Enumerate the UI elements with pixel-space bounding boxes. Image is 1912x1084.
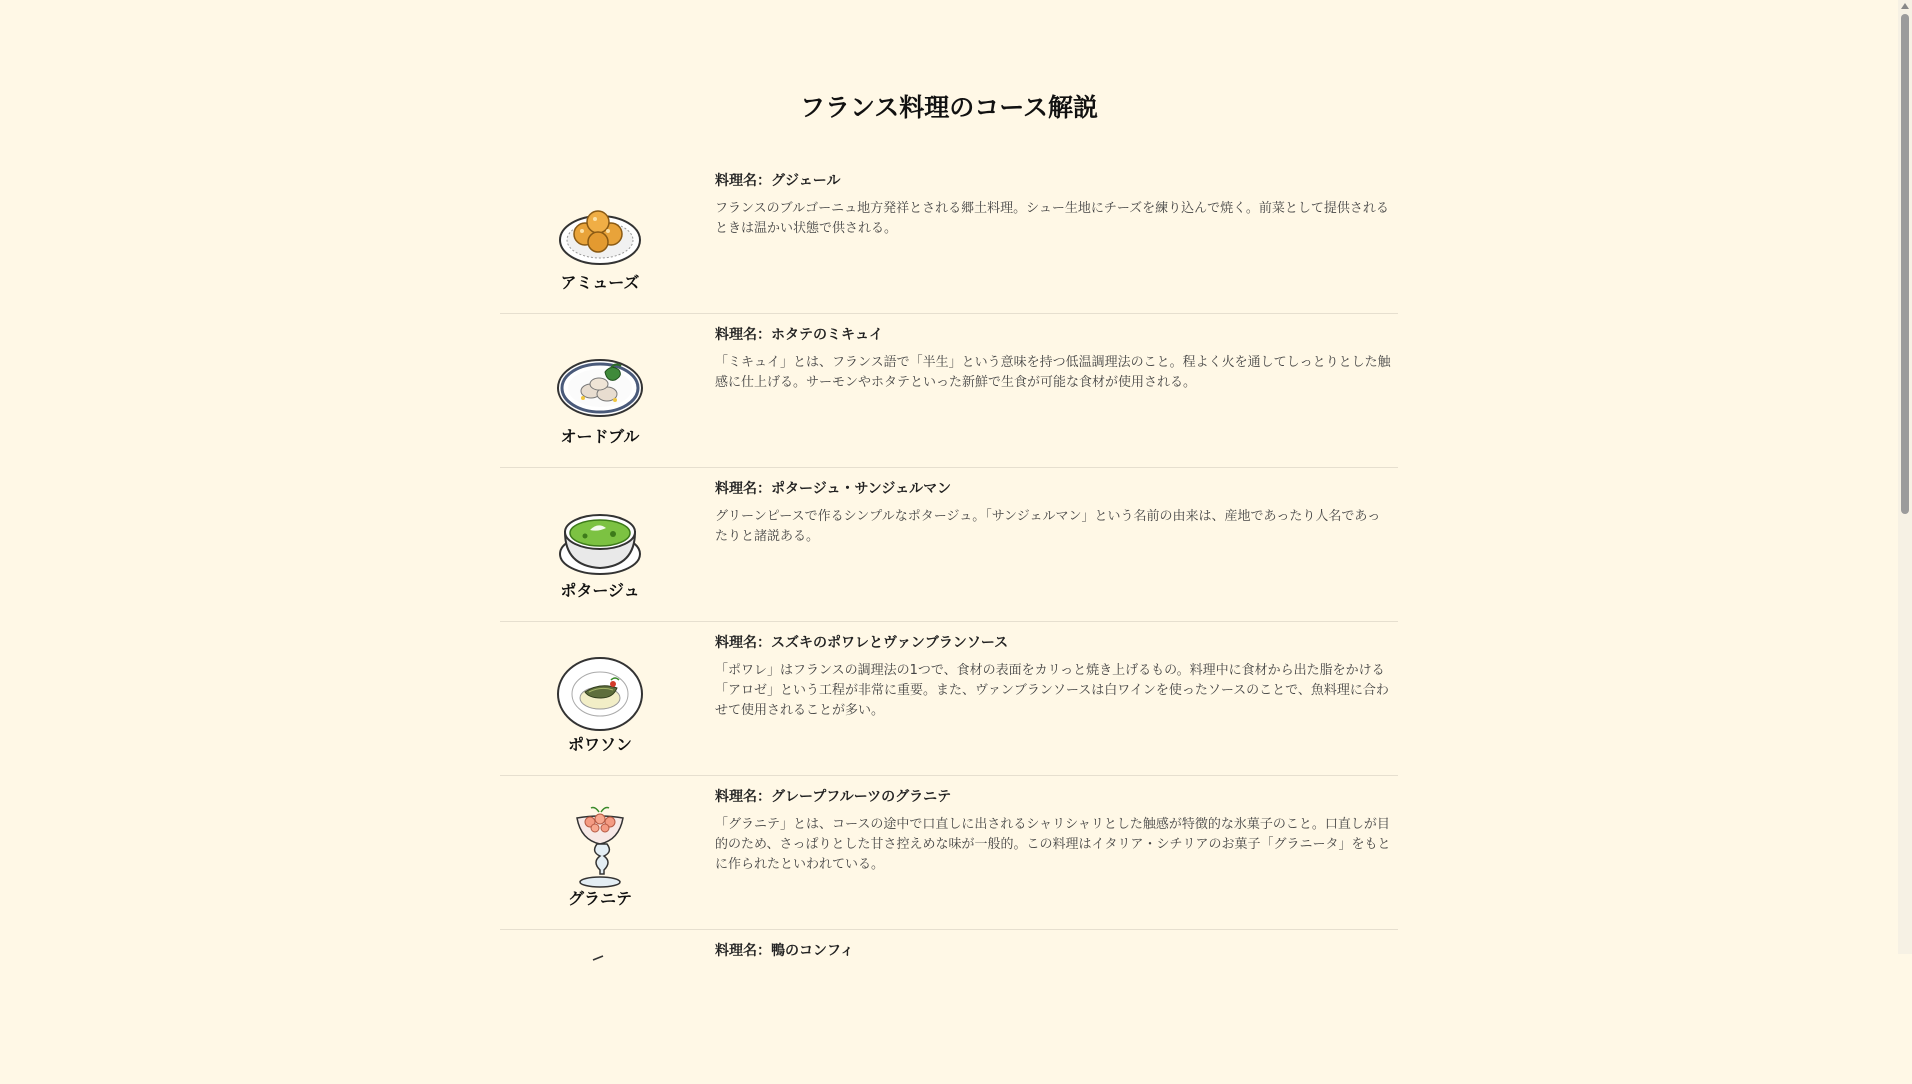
dish-title: 料理名：ホタテのミキュイ (715, 327, 883, 343)
course-item-poisson (500, 622, 1398, 776)
course-right (715, 940, 1391, 969)
granita-glass-icon (555, 800, 645, 890)
dish-title: 料理名：ポタージュ・サンジェルマン (715, 481, 952, 497)
dish-description: フランスのブルゴーニュ地方発祥とされる郷土料理。シュー生地にチーズを練り込んで焼く。前菜として提供されるときは温かい状態で供される。 (715, 201, 1389, 236)
course-list (500, 160, 1398, 1084)
dish-title: 料理名：グジェール (715, 173, 841, 189)
course-item-hors-doeuvre (500, 314, 1398, 468)
dish-title: 料理名：鴨のコンフィ (715, 943, 854, 959)
course-item-viande (500, 930, 1398, 1084)
page-title: フランス料理のコース解説 (799, 93, 1098, 122)
course-left (500, 468, 700, 622)
scallop-plate-icon (555, 338, 645, 428)
scroll-up-arrow-icon[interactable] (1901, 3, 1909, 9)
course-left (500, 314, 700, 468)
course-name: アミューズ (560, 273, 640, 292)
vertical-scrollbar[interactable] (1898, 0, 1912, 954)
scrollbar-thumb[interactable] (1901, 14, 1909, 514)
dish-description: 「ミキュイ」とは、フランス語で「半生」という意味を持つ低温調理法のこと。程よく火を通してしっとりとした触感に仕上げる。サーモンやホタテといった新鮮で生食が可能な食材が使用される。 (715, 355, 1391, 390)
soup-bowl-icon (555, 492, 645, 582)
course-right (715, 632, 1391, 721)
course-left (500, 622, 700, 776)
course-left (500, 930, 700, 1084)
course-item-granite (500, 776, 1398, 930)
course-right (715, 478, 1391, 547)
course-right (715, 324, 1391, 393)
course-name: オードブル (560, 427, 640, 446)
course-name: グラニテ (567, 889, 632, 908)
course-item-amuse (500, 160, 1398, 314)
course-item-potage (500, 468, 1398, 622)
gougere-icon (555, 184, 645, 274)
course-left (500, 776, 700, 930)
course-right (715, 170, 1391, 239)
course-right (715, 786, 1391, 875)
course-name: ポタージュ (560, 581, 640, 600)
dish-title: 料理名：グレープフルーツのグラニテ (715, 789, 952, 805)
fish-plate-icon (555, 646, 645, 736)
dish-description: 「グラニテ」とは、コースの途中で口直しに出されるシャリシャリとした触感が特徴的な氷菓子のこと。口直しが目的のため、さっぱりとした甘さ控えめな味が一般的。この料理はイタリア・シチリアのお菓子「グラニータ」をもとに作られたといわれている。 (715, 817, 1391, 872)
course-left (500, 160, 700, 314)
dish-description: 「ポワレ」はフランスの調理法の1つで、食材の表面をカリっと焼き上げるもの。料理中に食材から出た脂をかける「アロゼ」という工程が非常に重要。また、ヴァンブランソースは白ワインを使ったソースのことで、魚料理に合わせて使用されることが多い。 (715, 663, 1389, 718)
dish-title: 料理名：スズキのポワレとヴァンブランソース (715, 635, 1009, 651)
confit-plate-icon (555, 954, 645, 1044)
course-name: ポワソン (567, 735, 632, 754)
dish-description: グリーンピースで作るシンプルなポタージュ。「サンジェルマン」という名前の由来は、産地であったり人名であったりと諸説ある。 (715, 509, 1381, 544)
